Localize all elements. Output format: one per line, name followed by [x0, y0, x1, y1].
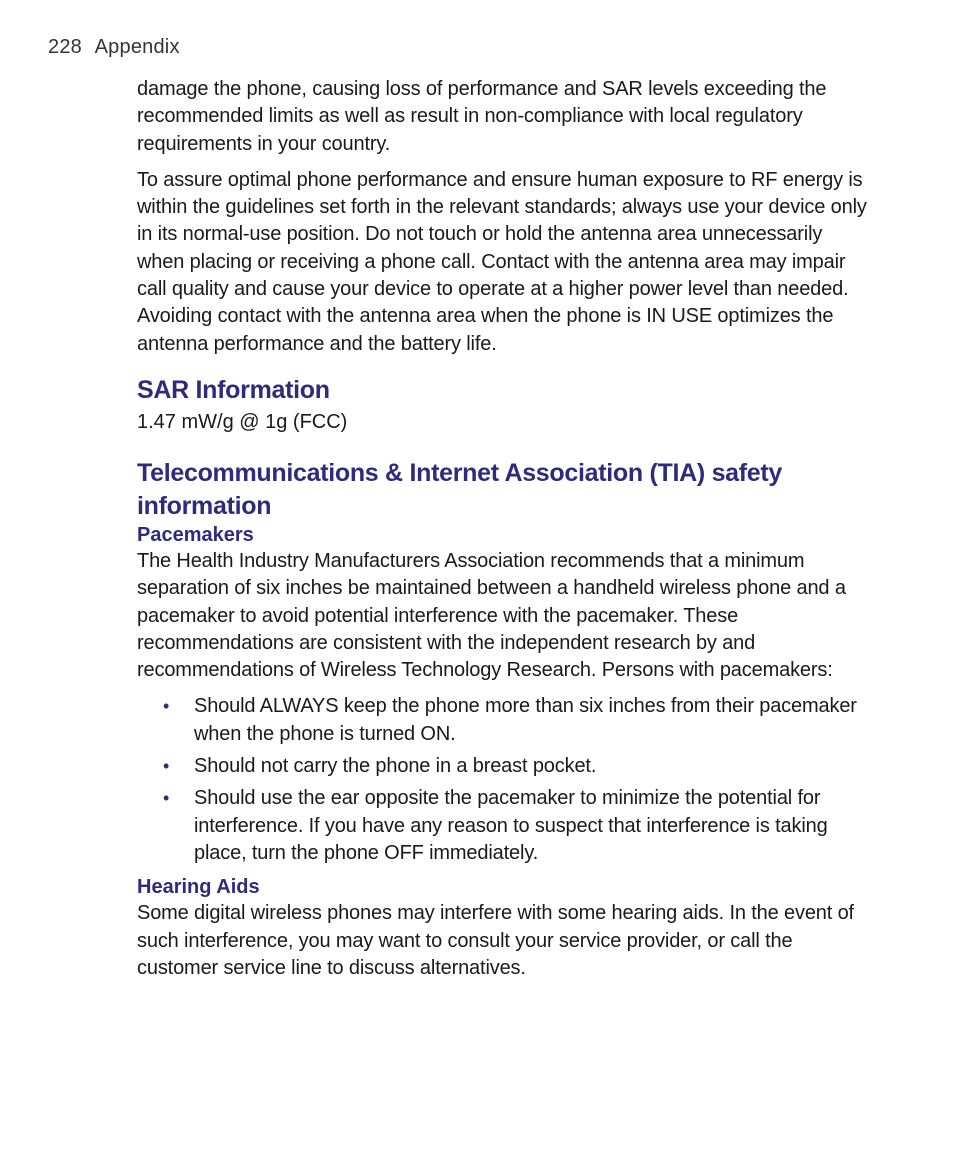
list-item — [137, 753, 867, 780]
pacemakers-paragraph: The Health Industry Manufacturers Association recommends that a minimum separation of six inches be maintained between a handheld wireless phone and a pacemaker to avoid potential interference with the pacemaker. These recommendations are consistent with the independent research by and recommendations of Wireless Technology Research. Persons with pacemakers: — [137, 549, 846, 682]
bullet-icon: • — [163, 756, 170, 777]
bullet-icon: • — [163, 788, 170, 809]
page-content — [137, 76, 867, 991]
bullet-text: Should ALWAYS keep the phone more than six inches from their pacemaker when the phone is turned ON. — [194, 695, 857, 745]
page-header — [48, 36, 180, 59]
hearing-aids-paragraph: Some digital wireless phones may interfere with some hearing aids. In the event of such interference, you may want to consult your service provider, or call the customer service line to discuss alternatives. — [137, 902, 854, 979]
sar-value: 1.47 mW/g @ 1g (FCC) — [137, 410, 348, 433]
sar-heading: SAR Information — [137, 375, 330, 404]
list-item — [137, 693, 867, 748]
pacemakers-heading: Pacemakers — [137, 523, 254, 546]
bullet-icon: • — [163, 696, 170, 717]
list-item — [137, 785, 867, 867]
tia-heading: Telecommunications & Internet Association (TIA) safety information — [137, 458, 783, 520]
intro-paragraph-1: damage the phone, causing loss of performance and SAR levels exceeding the recommended limits as well as result in non-compliance with local regulatory requirements in your country. — [137, 78, 827, 155]
bullet-text: Should use the ear opposite the pacemaker to minimize the potential for interference. If you have any reason to suspect that interference is taking place, turn the phone OFF immediately. — [194, 787, 828, 864]
section-name: Appendix — [94, 36, 180, 58]
intro-paragraph-2: To assure optimal phone performance and ensure human exposure to RF energy is within the guidelines set forth in the relevant standards; always use your device only in its normal-use position. Do not touch or hold the antenna area unnecessarily when placing or receiving a phone call. Contact with the antenna area may impair call quality and cause your device to operate at a higher power level than needed. Avoiding contact with the antenna area when the phone is IN USE optimizes the antenna performance and the battery life. — [137, 168, 867, 355]
page-number: 228 — [48, 36, 82, 58]
hearing-aids-heading: Hearing Aids — [137, 876, 260, 899]
pacemaker-bullet-list — [137, 693, 867, 867]
bullet-text: Should not carry the phone in a breast pocket. — [194, 755, 597, 778]
